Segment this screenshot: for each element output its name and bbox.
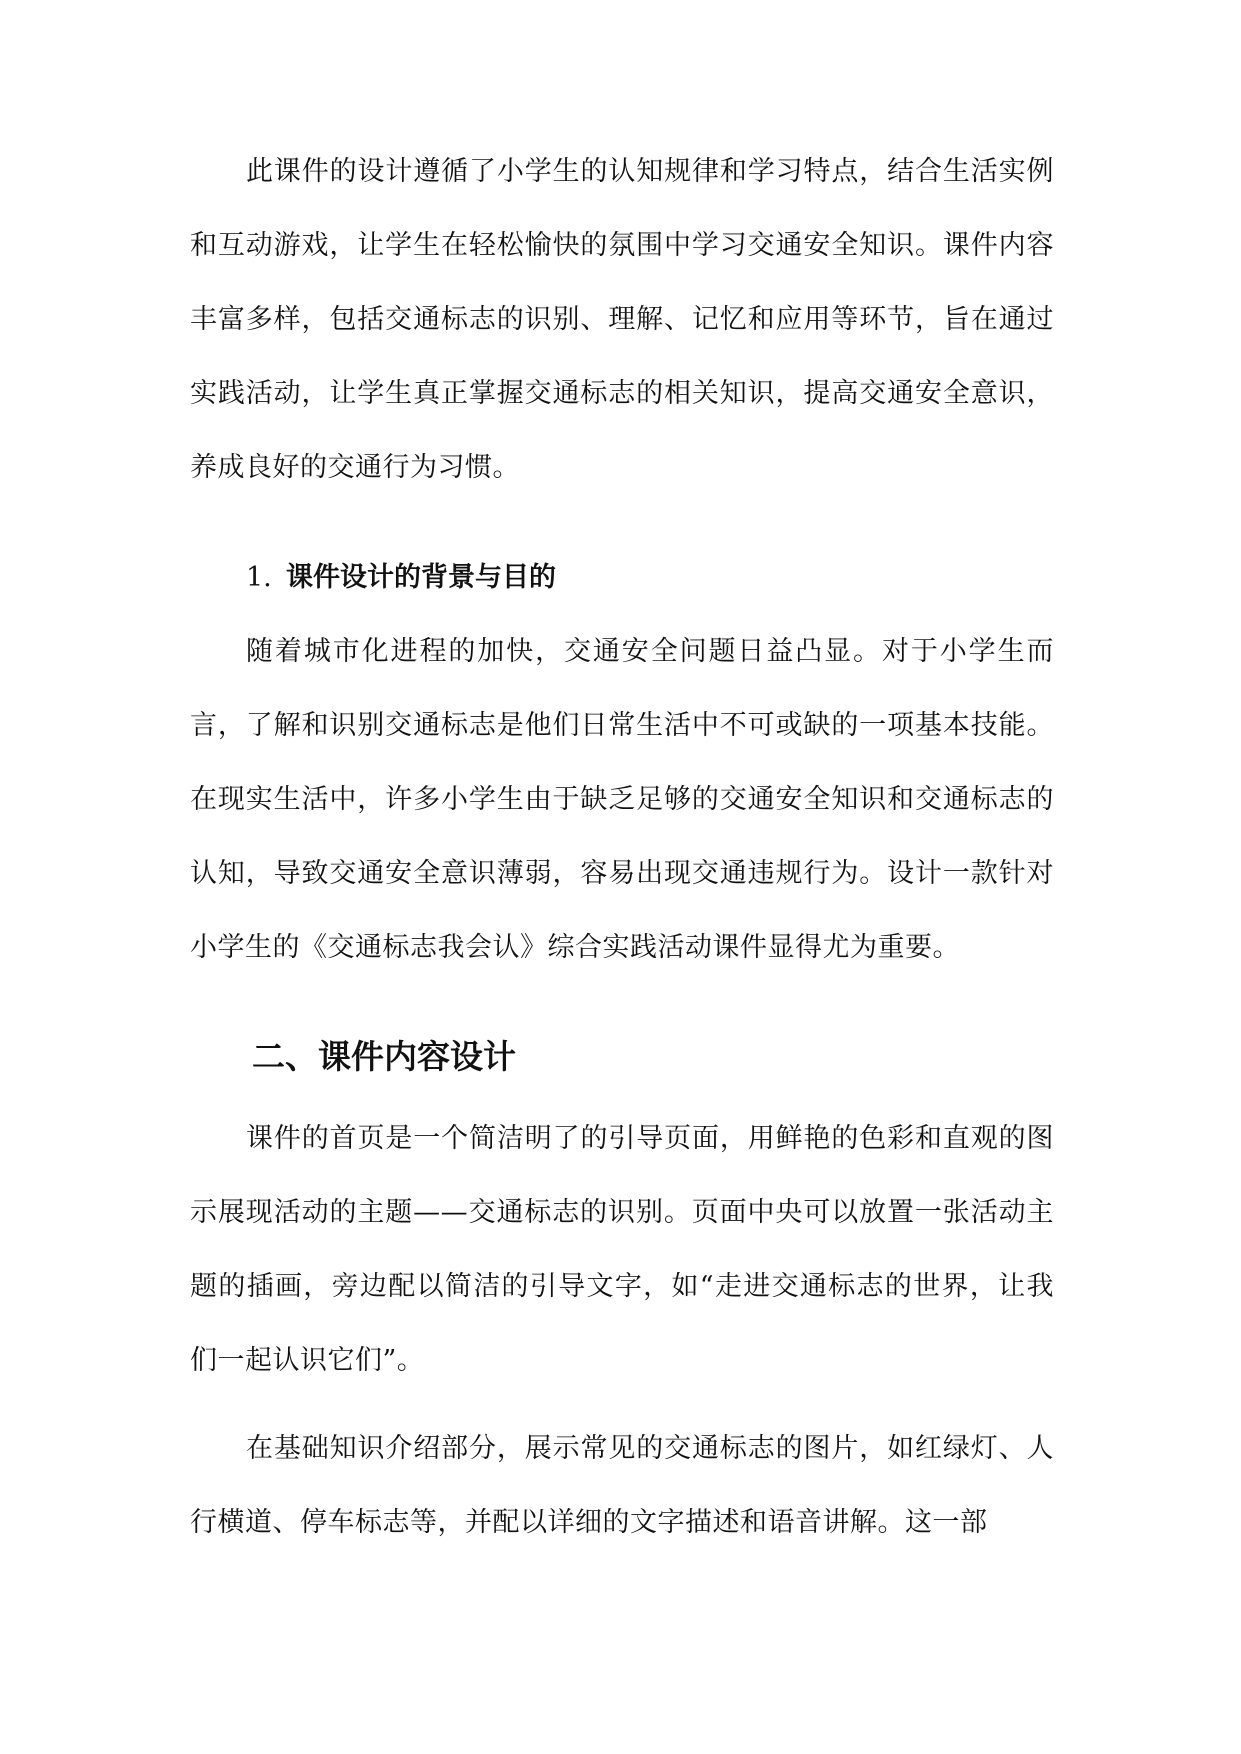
section-2-heading: 二、课件内容设计 — [252, 1037, 516, 1076]
section-2-paragraph-2: 在基础知识介绍部分，展示常见的交通标志的图片，如红绿灯、人行横道、停车标志等，并配以详细的文字描述和语音讲解。这一部 — [190, 1433, 1054, 1538]
section-1-heading — [246, 558, 556, 598]
section-1-paragraph: 随着城市化进程的加快，交通安全问题日益凸显。对于小学生而言，了解和识别交通标志是他们日常生活中不可或缺的一项基本技能。在现实生活中，许多小学生由于缺乏足够的交通安全知识和交通标志的认知，导致交通安全意识薄弱，容易出现交通违规行为。设计一款针对小学生的《交通标志我会认》综合实践活动课件显得尤为重要。 — [190, 636, 1054, 963]
section-1-title: 课件设计的背景与目的 — [286, 562, 556, 593]
section-2-paragraph-1: 课件的首页是一个简洁明了的引导页面，用鲜艳的色彩和直观的图示展现活动的主题——交通标志的识别。页面中央可以放置一张活动主题的插画，旁边配以简洁的引导文字，如“走进交通标志的世界，让我们一起认识它们”。 — [190, 1123, 1054, 1376]
section-1-number: 1. — [246, 562, 272, 593]
intro-paragraph: 此课件的设计遵循了小学生的认知规律和学习特点，结合生活实例和互动游戏，让学生在轻松愉快的氛围中学习交通安全知识。课件内容丰富多样，包括交通标志的识别、理解、记忆和应用等环节，旨在通过实践活动，让学生真正掌握交通标志的相关知识，提高交通安全意识，养成良好的交通行为习惯。 — [190, 156, 1054, 483]
